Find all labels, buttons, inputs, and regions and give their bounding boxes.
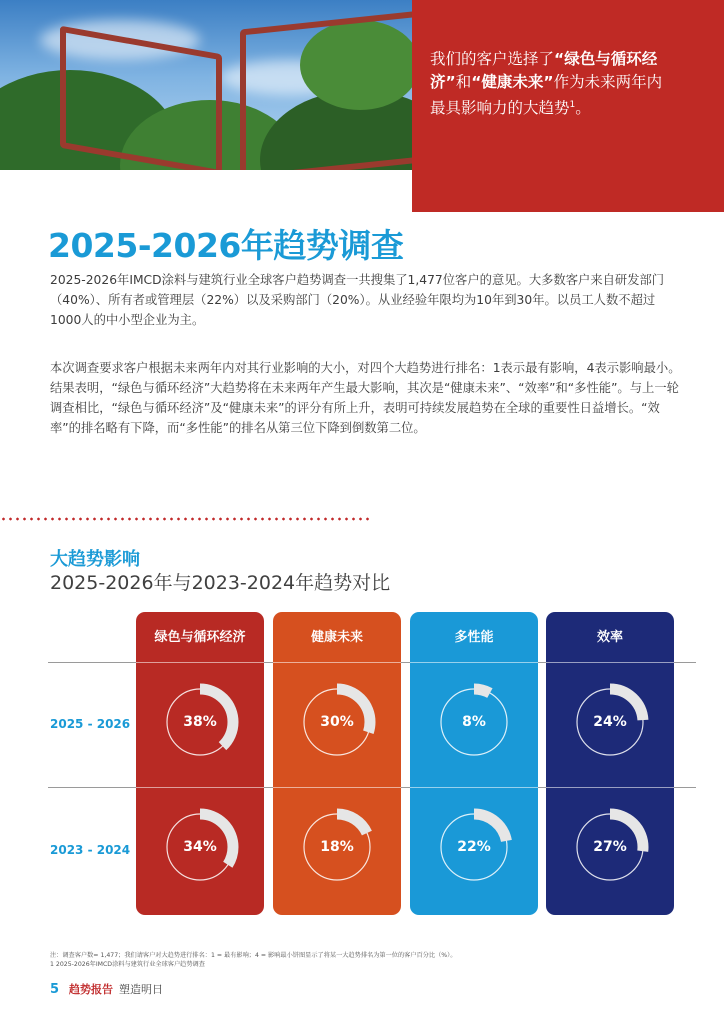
card-divider bbox=[273, 662, 401, 663]
results-paragraph: 本次调查要求客户根据未来两年内对其行业影响的大小，对四个大趋势进行排名：1表示最有影响，4表示影响最小。结果表明，“绿色与循环经济”大趋势将在未来两年产生最大影响，其次是“健康未来”、“效率”和“多性能”。与上一轮调查相比，“绿色与循环经济”及“健康未来”的评分有所上升，表明可持续发展趋势在全球的重要性日益增长。“效率”的排名略有下降，而“多性能”的排名从第三位下降到倒数第二位。 bbox=[50, 361, 681, 435]
hero-quote: 我们的客户选择了“绿色与循环经济”和“健康未来”作为未来两年内最具影响力的大趋势$^1$。 bbox=[430, 50, 663, 118]
donut-value-label: 24% bbox=[593, 714, 627, 730]
donut-chart bbox=[297, 807, 377, 887]
row-label-2025: 2025 - 2026 bbox=[50, 717, 131, 731]
donut-value-label: 8% bbox=[462, 714, 486, 730]
card-divider bbox=[136, 787, 264, 788]
trend-card-title: 效率 bbox=[596, 630, 623, 645]
trend-card-title: 健康未来 bbox=[310, 630, 363, 645]
donut-chart bbox=[570, 682, 650, 762]
section-title: 大趋势影响 bbox=[50, 549, 140, 570]
footnote-line-1: 注：调查客户数= 1,477；我们请客户对大趋势进行排名：1 = 最有影响；4 = 影响最小饼图显示了将某一大趋势排名为第一位的客户百分比（%）。 bbox=[50, 952, 457, 959]
donut-chart bbox=[297, 682, 377, 762]
trend-card bbox=[546, 612, 674, 915]
card-divider bbox=[546, 662, 674, 663]
intro-paragraph: 2025-2026年IMCD涂料与建筑行业全球客户趋势调查一共搜集了1,477位客户的意见。大多数客户来自研发部门（40%）、所有者或管理层（22%）以及采购部门（20%）。从业经验年限均为10年到30年。以员工人数不超过1000人的中小型企业为主。 bbox=[50, 273, 665, 327]
page-title: 2025-2026年趋势调查 bbox=[48, 226, 404, 265]
donut-chart bbox=[160, 682, 240, 762]
dotted-divider bbox=[0, 516, 372, 522]
trend-card-title: 多性能 bbox=[454, 630, 494, 645]
trend-card bbox=[136, 612, 264, 915]
donut-chart bbox=[434, 807, 514, 887]
trend-card bbox=[410, 612, 538, 915]
footnote-line-2: 1 2025-2026年IMCD涂料与建筑行业全球客户趋势调查 bbox=[50, 961, 205, 968]
donut-value-label: 27% bbox=[593, 839, 627, 855]
donut-value-label: 38% bbox=[183, 714, 217, 730]
card-divider bbox=[410, 662, 538, 663]
trend-card-title: 绿色与循环经济 bbox=[154, 630, 246, 645]
donut-value-label: 34% bbox=[183, 839, 217, 855]
card-divider bbox=[410, 787, 538, 788]
page-footer bbox=[50, 981, 163, 997]
row-label-2023: 2023 - 2024 bbox=[50, 843, 131, 857]
donut-chart bbox=[434, 682, 514, 762]
donut-chart bbox=[570, 807, 650, 887]
trend-card bbox=[273, 612, 401, 915]
page-number: 5 bbox=[50, 982, 60, 997]
footer-report: 趋势报告 bbox=[69, 983, 114, 996]
donut-chart bbox=[160, 807, 240, 887]
footer-tagline: 塑造明日 bbox=[119, 983, 164, 996]
donut-value-label: 30% bbox=[320, 714, 354, 730]
donut-value-label: 22% bbox=[457, 839, 491, 855]
card-divider bbox=[136, 662, 264, 663]
card-divider bbox=[546, 787, 674, 788]
donut-value-label: 18% bbox=[320, 839, 354, 855]
section-subtitle: 2025-2026年与2023-2024年趋势对比 bbox=[50, 572, 391, 594]
card-divider bbox=[273, 787, 401, 788]
footnote bbox=[50, 951, 690, 969]
